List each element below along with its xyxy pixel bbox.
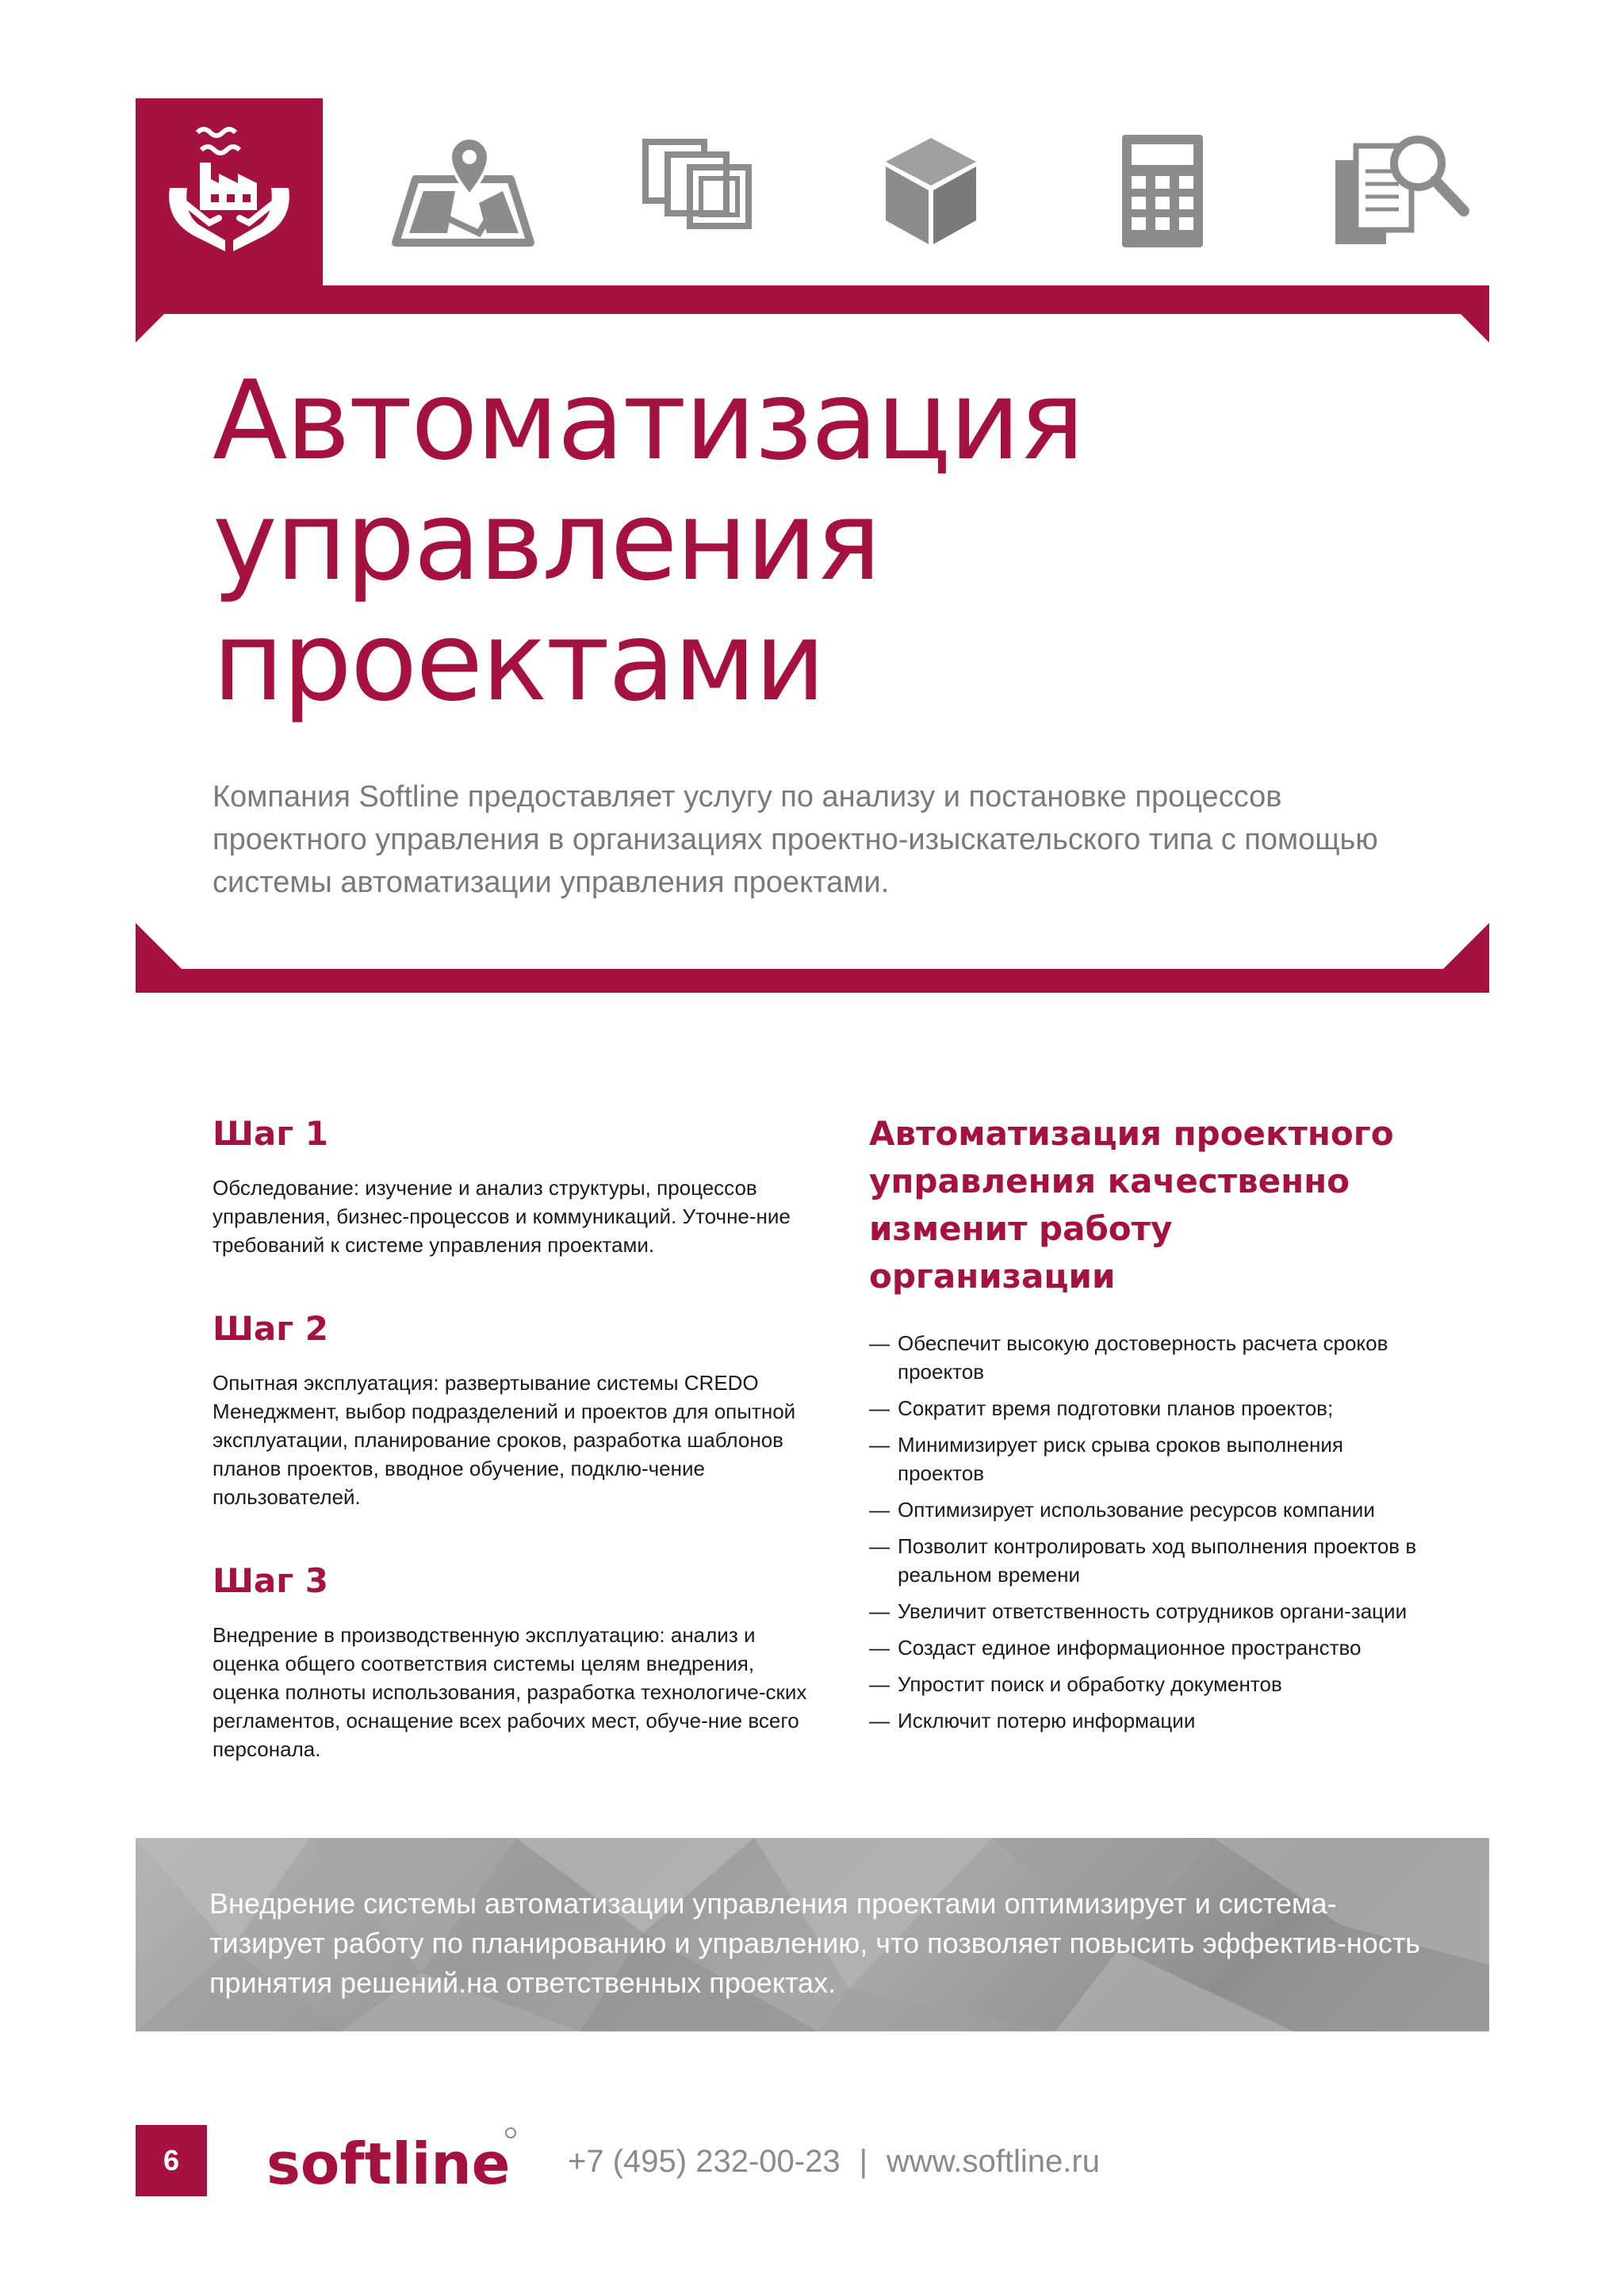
step-3-heading: Шаг 3 <box>213 1561 329 1600</box>
factory-hands-icon-tab <box>136 98 323 285</box>
page-number: 6 <box>136 2125 207 2196</box>
footer-separator: | <box>859 2144 868 2179</box>
lead-paragraph: Компания Softline предоставляет услугу по анализу и постановке процессов проектного управления в организациях проектно-изыскательского типа с помощью системы автоматизации управления проектами. <box>213 780 1378 899</box>
copies-icon <box>639 136 766 247</box>
calculator-icon-box <box>1091 124 1234 258</box>
step-2-heading: Шаг 2 <box>213 1309 329 1348</box>
title-line-2: управления <box>213 477 880 605</box>
list-item: — Оптимизирует использование ресурсов компании <box>869 1498 1375 1522</box>
map-pin-icon <box>392 132 534 251</box>
summary-banner <box>136 1838 1489 2031</box>
title-line-3: проектами <box>213 598 825 726</box>
list-item: — Создаст единое информационное пространство <box>869 1636 1362 1660</box>
list-item: — Сократит время подготовки планов проектов; <box>869 1396 1334 1420</box>
banner-text: Внедрение системы автоматизации управления проектами оптимизирует и система-тизирует работу по планированию и управлению, что позволяет повысить эффектив-ность принятия решений.на ответственных проектах. <box>209 1887 1421 1999</box>
footer-phone[interactable]: +7 (495) 232-00-23 <box>568 2144 841 2179</box>
list-item: — Позволит контролировать ход выполнения проектов в реальном времени <box>869 1534 1417 1587</box>
softline-logo <box>266 2122 520 2201</box>
document-search-icon <box>1329 132 1472 251</box>
steps-column <box>213 1110 823 1809</box>
list-item: — Упростит поиск и обработку документов <box>869 1672 1282 1696</box>
footer-website-link[interactable]: www.softline.ru <box>886 2144 1100 2179</box>
copies-icon-box <box>631 124 774 258</box>
list-item: — Обеспечит высокую достоверность расчета сроков проектов <box>869 1331 1388 1384</box>
title-line-1: Автоматизация <box>213 357 1083 484</box>
cube-icon <box>879 132 982 251</box>
document-search-icon-box <box>1329 124 1472 258</box>
calculator-icon <box>1119 132 1206 251</box>
step-1-text: Обследование: изучение и анализ структуры, процессов управления, бизнес-процессов и коммуникаций. Уточне-ние требований к системе управления проектами. <box>213 1176 791 1257</box>
list-item: — Исключит потерю информации <box>869 1709 1196 1732</box>
step-2-text: Опытная эксплуатация: развертывание системы CREDO Менеджмент, выбор подразделений и проектов для опытной эксплуатации, планирование сроков, разработка шаблонов планов проектов, вводное обучение, подклю-чение пользователей. <box>213 1371 796 1509</box>
list-item: — Минимизирует риск срыва сроков выполнения проектов <box>869 1433 1343 1485</box>
cube-icon-box <box>860 124 1002 258</box>
step-3-text: Внедрение в производственную эксплуатацию: анализ и оценка общего соответствия системы целям внедрения, оценка полноты использования, разработка технологиче-ских регламентов, оснащение всех рабочих мест, обуче-ние всего персонала. <box>213 1623 807 1761</box>
benefits-heading: Автоматизация проектного управления качественно изменит работу организации <box>869 1114 1394 1296</box>
benefits-list <box>869 1329 1424 1735</box>
factory-hands-icon <box>154 117 304 267</box>
footer-contacts <box>568 2139 1100 2184</box>
map-pin-icon-box <box>392 124 534 258</box>
intro-divider-bar <box>136 969 1489 993</box>
list-item: — Увеличит ответственность сотрудников органи-зации <box>869 1599 1408 1623</box>
step-1-heading: Шаг 1 <box>213 1114 329 1153</box>
svg-text:softline: softline <box>266 2131 511 2197</box>
header-divider-bar <box>136 285 1489 314</box>
page-title <box>213 357 1323 726</box>
benefits-column <box>869 1110 1424 1743</box>
